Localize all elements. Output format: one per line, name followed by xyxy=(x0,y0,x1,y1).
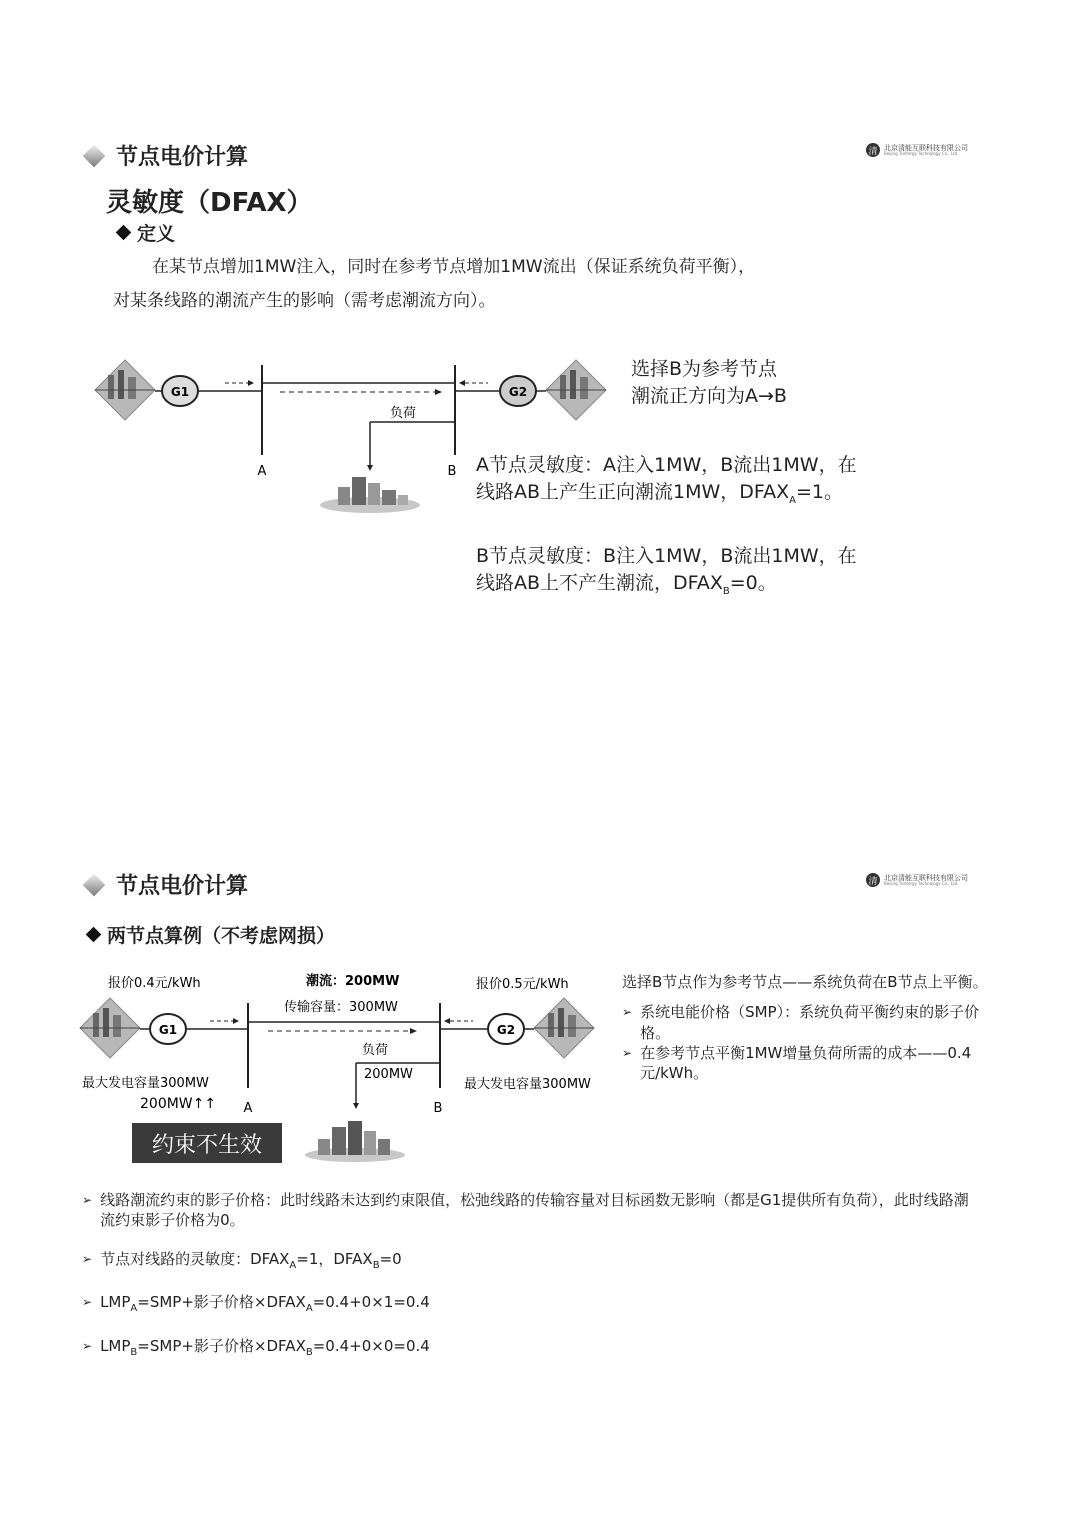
city-load-icon xyxy=(320,477,420,513)
definition-line-1: 在某节点增加1MW注入，同时在参考节点增加1MW流出（保证系统负荷平衡）， xyxy=(152,257,756,277)
node-b-note-sub: B xyxy=(722,585,730,597)
node-a-note-line-1: A节点灵敏度：A注入1MW，B流出1MW，在 xyxy=(476,454,857,476)
lmp-a-mid: =SMP+影子价格×DFAX xyxy=(137,1293,306,1311)
sensitivity-bullet xyxy=(82,1249,972,1273)
lmp-b-prefix: LMP xyxy=(100,1336,131,1355)
g1-label-2: G1 xyxy=(158,1023,178,1037)
lmp-b-bullet xyxy=(82,1336,972,1360)
logo-text-cn: 北京清能互联科技有限公司 xyxy=(884,143,968,152)
sensitivity-suffix: =0 xyxy=(379,1249,402,1268)
node-a-note-line-2 xyxy=(476,479,857,508)
reference-node-explanation xyxy=(622,972,992,1083)
lmp-b-sub-1: B xyxy=(130,1346,138,1358)
logo-text-en: Beijing Tsintergy Technology Co., Ltd. xyxy=(884,150,959,156)
g1-max-capacity: 最大发电容量300MW xyxy=(82,1076,209,1091)
lmp-b-text xyxy=(100,1336,430,1360)
lmp-a-bullet xyxy=(82,1292,972,1316)
shadow-price-text: 线路潮流约束的影子价格：此时线路未达到约束限值，松弛线路的传输容量对目标函数无影响（都是G1提供所有负荷），此时线路潮流约束影子价格为0。 xyxy=(100,1191,969,1230)
arrow-bullet-icon: ➢ xyxy=(82,1251,93,1266)
node-b-note-prefix: 线路AB上不产生潮流，DFAX xyxy=(476,571,723,594)
logo-icon-2: 清 xyxy=(866,873,880,887)
reference-note-line-1: 选择B为参考节点 xyxy=(631,358,778,380)
g2-label: G2 xyxy=(508,385,528,399)
power-plant-left-icon xyxy=(95,360,155,420)
arrow-bullet-icon: ➢ xyxy=(82,1193,93,1207)
lmp-b-sub-2: B xyxy=(305,1346,313,1358)
page-heading: 灵敏度（DFAX） xyxy=(106,188,313,218)
lmp-a-suffix: =0.4+0×1=0.4 xyxy=(312,1293,430,1311)
section-title-2: 节点电价计算 xyxy=(116,874,249,899)
example-subheading-text: 两节点算例（不考虑网损） xyxy=(107,925,336,947)
g1-label: G1 xyxy=(170,385,190,399)
bus-a-label-2: A xyxy=(243,1101,253,1116)
bus-b-label-2: B xyxy=(433,1101,443,1116)
lmp-b-mid: =SMP+影子价格×DFAX xyxy=(137,1336,306,1355)
g1-price-label: 报价0.4元/kWh xyxy=(108,976,201,991)
reference-intro xyxy=(622,972,992,992)
load-label: 负荷 xyxy=(390,406,417,421)
diamond-bullet-icon xyxy=(116,225,132,241)
node-b-note-line-2 xyxy=(476,570,857,599)
logo-text-cn-2: 北京清能互联科技有限公司 xyxy=(884,873,968,882)
definition-line-2: 对某条线路的潮流产生的影响（需考虑潮流方向）。 xyxy=(113,291,496,311)
capacity-label: 传输容量：300MW xyxy=(284,1000,398,1015)
reference-intro-text: 选择B节点作为参考节点——系统负荷在B节点上平衡。 xyxy=(622,973,988,991)
logo-text-en-2: Beijing Tsintergy Technology Co., Ltd. xyxy=(884,880,959,886)
sensitivity-prefix: 节点对线路的灵敏度：DFAX xyxy=(100,1249,290,1268)
g1-output-label: 200MW↑↑ xyxy=(140,1096,217,1112)
bus-b-label: B xyxy=(447,464,457,479)
node-a-sensitivity-note xyxy=(476,452,857,507)
lmp-a-sub-2: A xyxy=(305,1303,313,1314)
g2-max-capacity: 最大发电容量300MW xyxy=(464,1077,591,1092)
lmp-a-prefix: LMP xyxy=(100,1293,131,1311)
sensitivity-sub-a: A xyxy=(289,1259,297,1271)
node-a-note-sub: A xyxy=(789,494,796,506)
reference-note-line-2: 潮流正方向为A→B xyxy=(631,384,787,407)
g2-label-2: G2 xyxy=(496,1023,516,1037)
power-plant-left-icon-2 xyxy=(80,998,140,1058)
company-logo xyxy=(866,143,968,157)
smp-bullet xyxy=(622,1002,992,1043)
smp-bullet-text: 系统电能价格（SMP）：系统负荷平衡约束的影子价格。 xyxy=(640,1003,980,1042)
cost-bullet-text: 在参考节点平衡1MW增量负荷所需的成本——0.4元/kWh。 xyxy=(640,1043,972,1082)
constraint-inactive-box: 约束不生效 xyxy=(132,1123,282,1163)
section-title: 节点电价计算 xyxy=(116,145,249,170)
arrow-bullet-icon: ➢ xyxy=(622,1045,633,1060)
example-subheading xyxy=(88,921,335,948)
load-value-label: 200MW xyxy=(364,1067,413,1082)
sensitivity-text xyxy=(100,1249,402,1273)
logo-icon: 清 xyxy=(866,143,880,157)
load-label-2: 负荷 xyxy=(362,1043,389,1058)
flow-label: 潮流：200MW xyxy=(306,974,400,989)
node-b-sensitivity-note xyxy=(476,543,857,598)
definition-subheading-text: 定义 xyxy=(137,223,176,245)
reference-note xyxy=(631,356,787,409)
g2-price-label: 报价0.5元/kWh xyxy=(476,977,569,992)
node-a-note-prefix: 线路AB上产生正向潮流1MW，DFAX xyxy=(476,480,790,503)
company-logo-2 xyxy=(866,873,968,887)
two-node-diagram xyxy=(78,968,608,1118)
city-load-icon-2 xyxy=(300,1115,410,1165)
lmp-a-sub-1: A xyxy=(130,1303,138,1314)
bottom-bullet-list xyxy=(82,1190,972,1359)
lmp-b-suffix: =0.4+0×0=0.4 xyxy=(312,1336,430,1355)
sensitivity-sub-b: B xyxy=(372,1259,380,1271)
section-bullet-icon xyxy=(83,145,106,168)
arrow-bullet-icon: ➢ xyxy=(82,1338,93,1353)
definition-subheading xyxy=(118,219,175,246)
lmp-a-text xyxy=(100,1292,430,1316)
sensitivity-mid: =1，DFAX xyxy=(296,1249,373,1268)
arrow-bullet-icon: ➢ xyxy=(82,1295,93,1309)
section-bullet-icon-2 xyxy=(83,874,106,897)
shadow-price-bullet xyxy=(82,1190,972,1231)
node-b-note-suffix: =0。 xyxy=(729,571,777,594)
bus-a-label: A xyxy=(257,464,267,479)
node-a-note-suffix: =1。 xyxy=(795,480,843,503)
arrow-bullet-icon: ➢ xyxy=(622,1005,633,1020)
power-plant-right-icon xyxy=(546,360,606,420)
diamond-bullet-icon-2 xyxy=(86,927,102,943)
power-plant-right-icon-2 xyxy=(534,998,594,1058)
cost-bullet xyxy=(622,1043,992,1084)
node-b-note-line-1: B节点灵敏度：B注入1MW，B流出1MW，在 xyxy=(476,545,857,567)
